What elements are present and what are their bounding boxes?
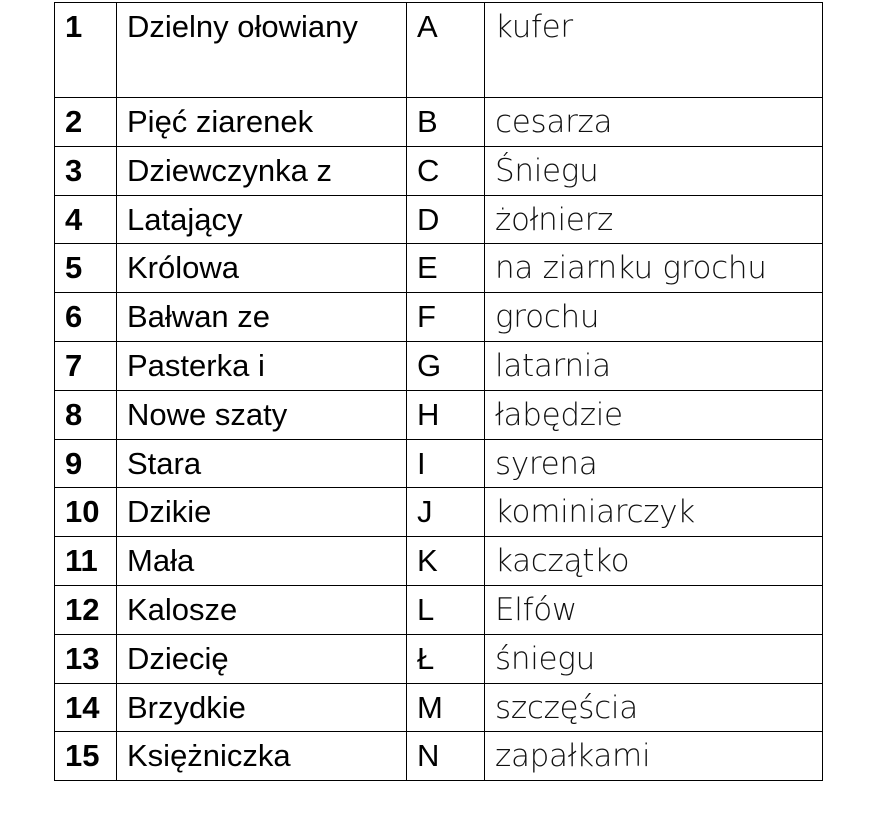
option-letter: D [407, 195, 485, 244]
row-number: 11 [55, 537, 117, 586]
title-fragment: Latający [117, 195, 407, 244]
option-word: Śniegu [485, 146, 823, 195]
title-fragment: Księżniczka [117, 732, 407, 781]
option-letter: N [407, 732, 485, 781]
title-fragment: Dziecię [117, 634, 407, 683]
table-row [55, 341, 823, 390]
row-number: 1 [55, 3, 117, 98]
option-word: śniegu [485, 634, 823, 683]
option-word: żołnierz [485, 195, 823, 244]
title-fragment: Kalosze [117, 585, 407, 634]
title-fragment: Pasterka i [117, 341, 407, 390]
option-letter: B [407, 98, 485, 147]
title-fragment: Królowa [117, 244, 407, 293]
option-letter: L [407, 585, 485, 634]
row-number: 13 [55, 634, 117, 683]
option-letter: M [407, 683, 485, 732]
row-number: 6 [55, 293, 117, 342]
title-fragment: Nowe szaty [117, 390, 407, 439]
title-fragment: Dzielny ołowiany [117, 3, 407, 98]
table-row [55, 683, 823, 732]
option-letter: Ł [407, 634, 485, 683]
table-row [55, 732, 823, 781]
option-word: kominiarczyk [485, 488, 823, 537]
table-row [55, 439, 823, 488]
row-number: 12 [55, 585, 117, 634]
table-row [55, 585, 823, 634]
table-row [55, 488, 823, 537]
option-word: zapałkami [485, 732, 823, 781]
row-number: 3 [55, 146, 117, 195]
table-row [55, 634, 823, 683]
option-word: kaczątko [485, 537, 823, 586]
option-word: latarnia [485, 341, 823, 390]
option-word: syrena [485, 439, 823, 488]
option-word: na ziarnku grochu [485, 244, 823, 293]
table-row [55, 293, 823, 342]
option-letter: K [407, 537, 485, 586]
row-number: 10 [55, 488, 117, 537]
table-row [55, 195, 823, 244]
title-fragment: Mała [117, 537, 407, 586]
title-fragment: Dziewczynka z [117, 146, 407, 195]
option-letter: A [407, 3, 485, 98]
option-letter: I [407, 439, 485, 488]
row-number: 4 [55, 195, 117, 244]
option-word: szczęścia [485, 683, 823, 732]
matching-table-body [55, 3, 823, 781]
table-row [55, 537, 823, 586]
title-fragment: Brzydkie [117, 683, 407, 732]
row-number: 2 [55, 98, 117, 147]
row-number: 5 [55, 244, 117, 293]
row-number: 9 [55, 439, 117, 488]
title-fragment: Pięć ziarenek [117, 98, 407, 147]
option-word: łabędzie [485, 390, 823, 439]
option-letter: F [407, 293, 485, 342]
table-row [55, 390, 823, 439]
title-fragment: Stara [117, 439, 407, 488]
matching-table [54, 2, 823, 781]
title-fragment: Dzikie [117, 488, 407, 537]
table-row [55, 244, 823, 293]
option-word: grochu [485, 293, 823, 342]
row-number: 8 [55, 390, 117, 439]
table-row [55, 3, 823, 98]
option-letter: E [407, 244, 485, 293]
row-number: 15 [55, 732, 117, 781]
table-row [55, 146, 823, 195]
option-word: cesarza [485, 98, 823, 147]
table-row [55, 98, 823, 147]
option-letter: J [407, 488, 485, 537]
option-letter: H [407, 390, 485, 439]
row-number: 14 [55, 683, 117, 732]
option-letter: C [407, 146, 485, 195]
row-number: 7 [55, 341, 117, 390]
option-letter: G [407, 341, 485, 390]
title-fragment: Bałwan ze [117, 293, 407, 342]
option-word: Elfów [485, 585, 823, 634]
option-word: kufer [485, 3, 823, 98]
